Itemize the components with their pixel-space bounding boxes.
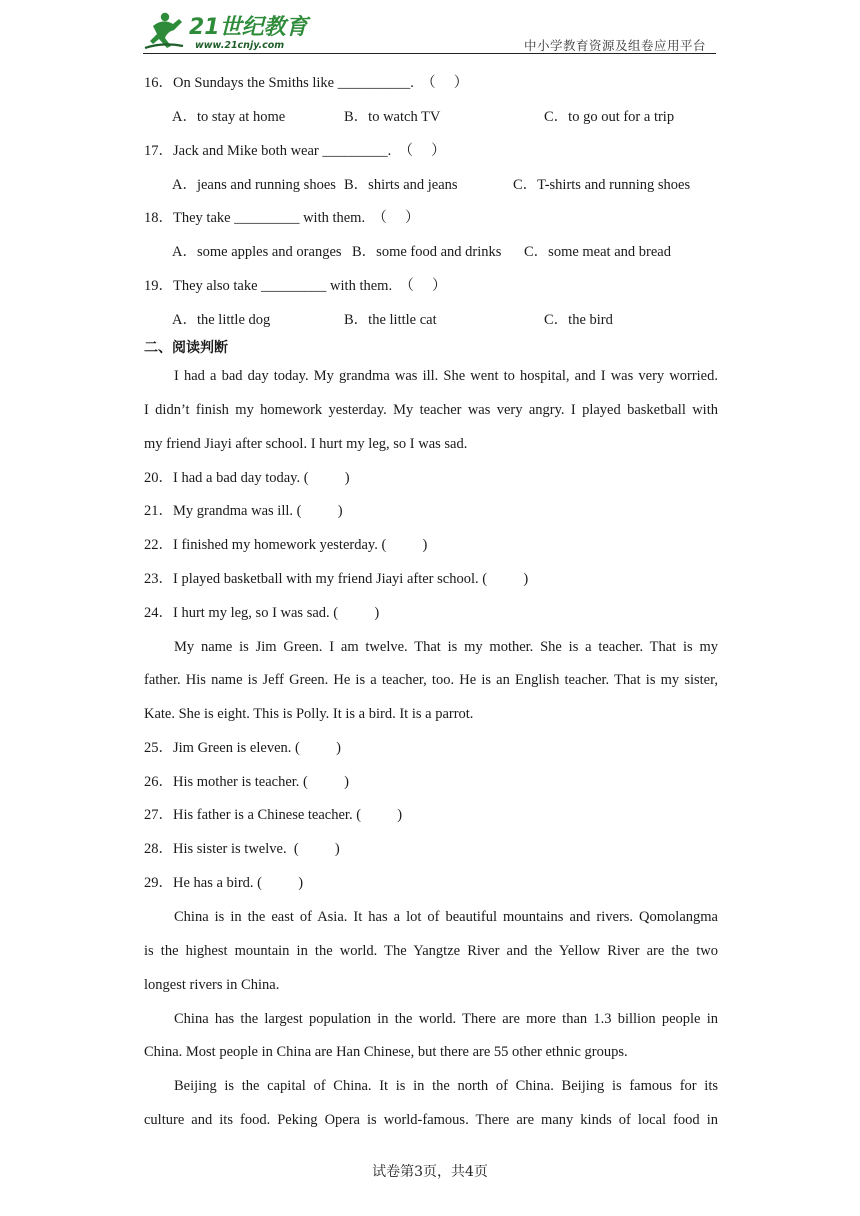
option-18-a: A．some apples and oranges	[172, 244, 342, 260]
question-29: 29．He has a bird. ( )	[144, 875, 304, 891]
passage3-line-5: China. Most people in China are Han Chinese, but there are 55 other ethnic groups.	[144, 1044, 628, 1060]
question-27: 27．His father is a Chinese teacher. ( )	[144, 807, 403, 823]
option-17-b: B．shirts and jeans	[344, 177, 458, 193]
header-divider	[143, 53, 716, 54]
option-19-a: A．the little dog	[172, 312, 271, 328]
passage2-line-1: My name is Jim Green. I am twelve. That is my mother. She is a teacher. That is my	[174, 639, 718, 655]
passage3-line-3: longest rivers in China.	[144, 977, 280, 993]
question-20: 20．I had a bad day today. ( )	[144, 470, 350, 486]
passage2-line-2: father. His name is Jeff Green. He is a teacher, too. He is an English teacher. That is my sister,	[144, 672, 718, 688]
passage1-line-3: my friend Jiayi after school. I hurt my leg, so I was sad.	[144, 436, 468, 452]
passage3-line-1: China is in the east of Asia. It has a lot of beautiful mountains and rivers. Qomolangma	[174, 909, 718, 925]
option-18-c: C．some meat and bread	[524, 244, 671, 260]
option-19-c: C．the bird	[544, 312, 613, 328]
question-23: 23．I played basketball with my friend Jiayi after school. ( )	[144, 571, 529, 587]
passage1-line-1: I had a bad day today. My grandma was ill. She went to hospital, and I was very worried.	[174, 368, 718, 384]
option-16-c: C．to go out for a trip	[544, 109, 675, 125]
passage2-line-3: Kate. She is eight. This is Polly. It is a bird. It is a parrot.	[144, 706, 474, 722]
passage3-line-2: is the highest mountain in the world. The Yangtze River and the Yellow River are the two	[144, 943, 718, 959]
question-22: 22．I finished my homework yesterday. ( )	[144, 537, 428, 553]
option-16-b: B．to watch TV	[344, 109, 441, 125]
question-28: 28．His sister is twelve. ( )	[144, 841, 340, 857]
question-21: 21．My grandma was ill. ( )	[144, 503, 343, 519]
logo-url-text: www.21cnjy.com	[195, 40, 285, 51]
page-footer: 试卷第3页，共4页	[372, 1164, 488, 1180]
section-heading-reading: 二、阅读判断	[144, 340, 228, 356]
question-19: 19．They also take _________ with them. （ ）	[144, 278, 447, 294]
option-17-a: A．jeans and running shoes	[172, 177, 336, 193]
option-16-a: A．to stay at home	[172, 109, 286, 125]
passage3-line-7: culture and its food. Peking Opera is world-famous. There are many kinds of local food in	[144, 1112, 718, 1128]
logo-main-text: 21世纪教育	[189, 15, 308, 40]
21cnjy-logo	[143, 8, 318, 52]
question-25: 25．Jim Green is eleven. ( )	[144, 740, 341, 756]
question-24: 24．I hurt my leg, so I was sad. ( )	[144, 605, 380, 621]
option-19-b: B．the little cat	[344, 312, 437, 328]
page-header	[143, 8, 716, 54]
question-17: 17．Jack and Mike both wear _________. （ ）	[144, 143, 446, 159]
header-platform-text: 中小学教育资源及组卷应用平台	[523, 38, 706, 53]
passage3-line-6: Beijing is the capital of China. It is in the north of China. Beijing is famous for its	[174, 1078, 718, 1094]
passage3-line-4: China has the largest population in the world. There are more than 1.3 billion people in	[174, 1011, 718, 1027]
question-18: 18．They take _________ with them. （ ）	[144, 210, 420, 226]
question-16: 16．On Sundays the Smiths like __________. （ ）	[144, 75, 469, 91]
option-18-b: B．some food and drinks	[352, 244, 502, 260]
question-26: 26．His mother is teacher. ( )	[144, 774, 349, 790]
passage1-line-2: I didn’t finish my homework yesterday. My teacher was very angry. I played basketball with	[144, 402, 718, 418]
option-17-c: C．T-shirts and running shoes	[513, 177, 691, 193]
